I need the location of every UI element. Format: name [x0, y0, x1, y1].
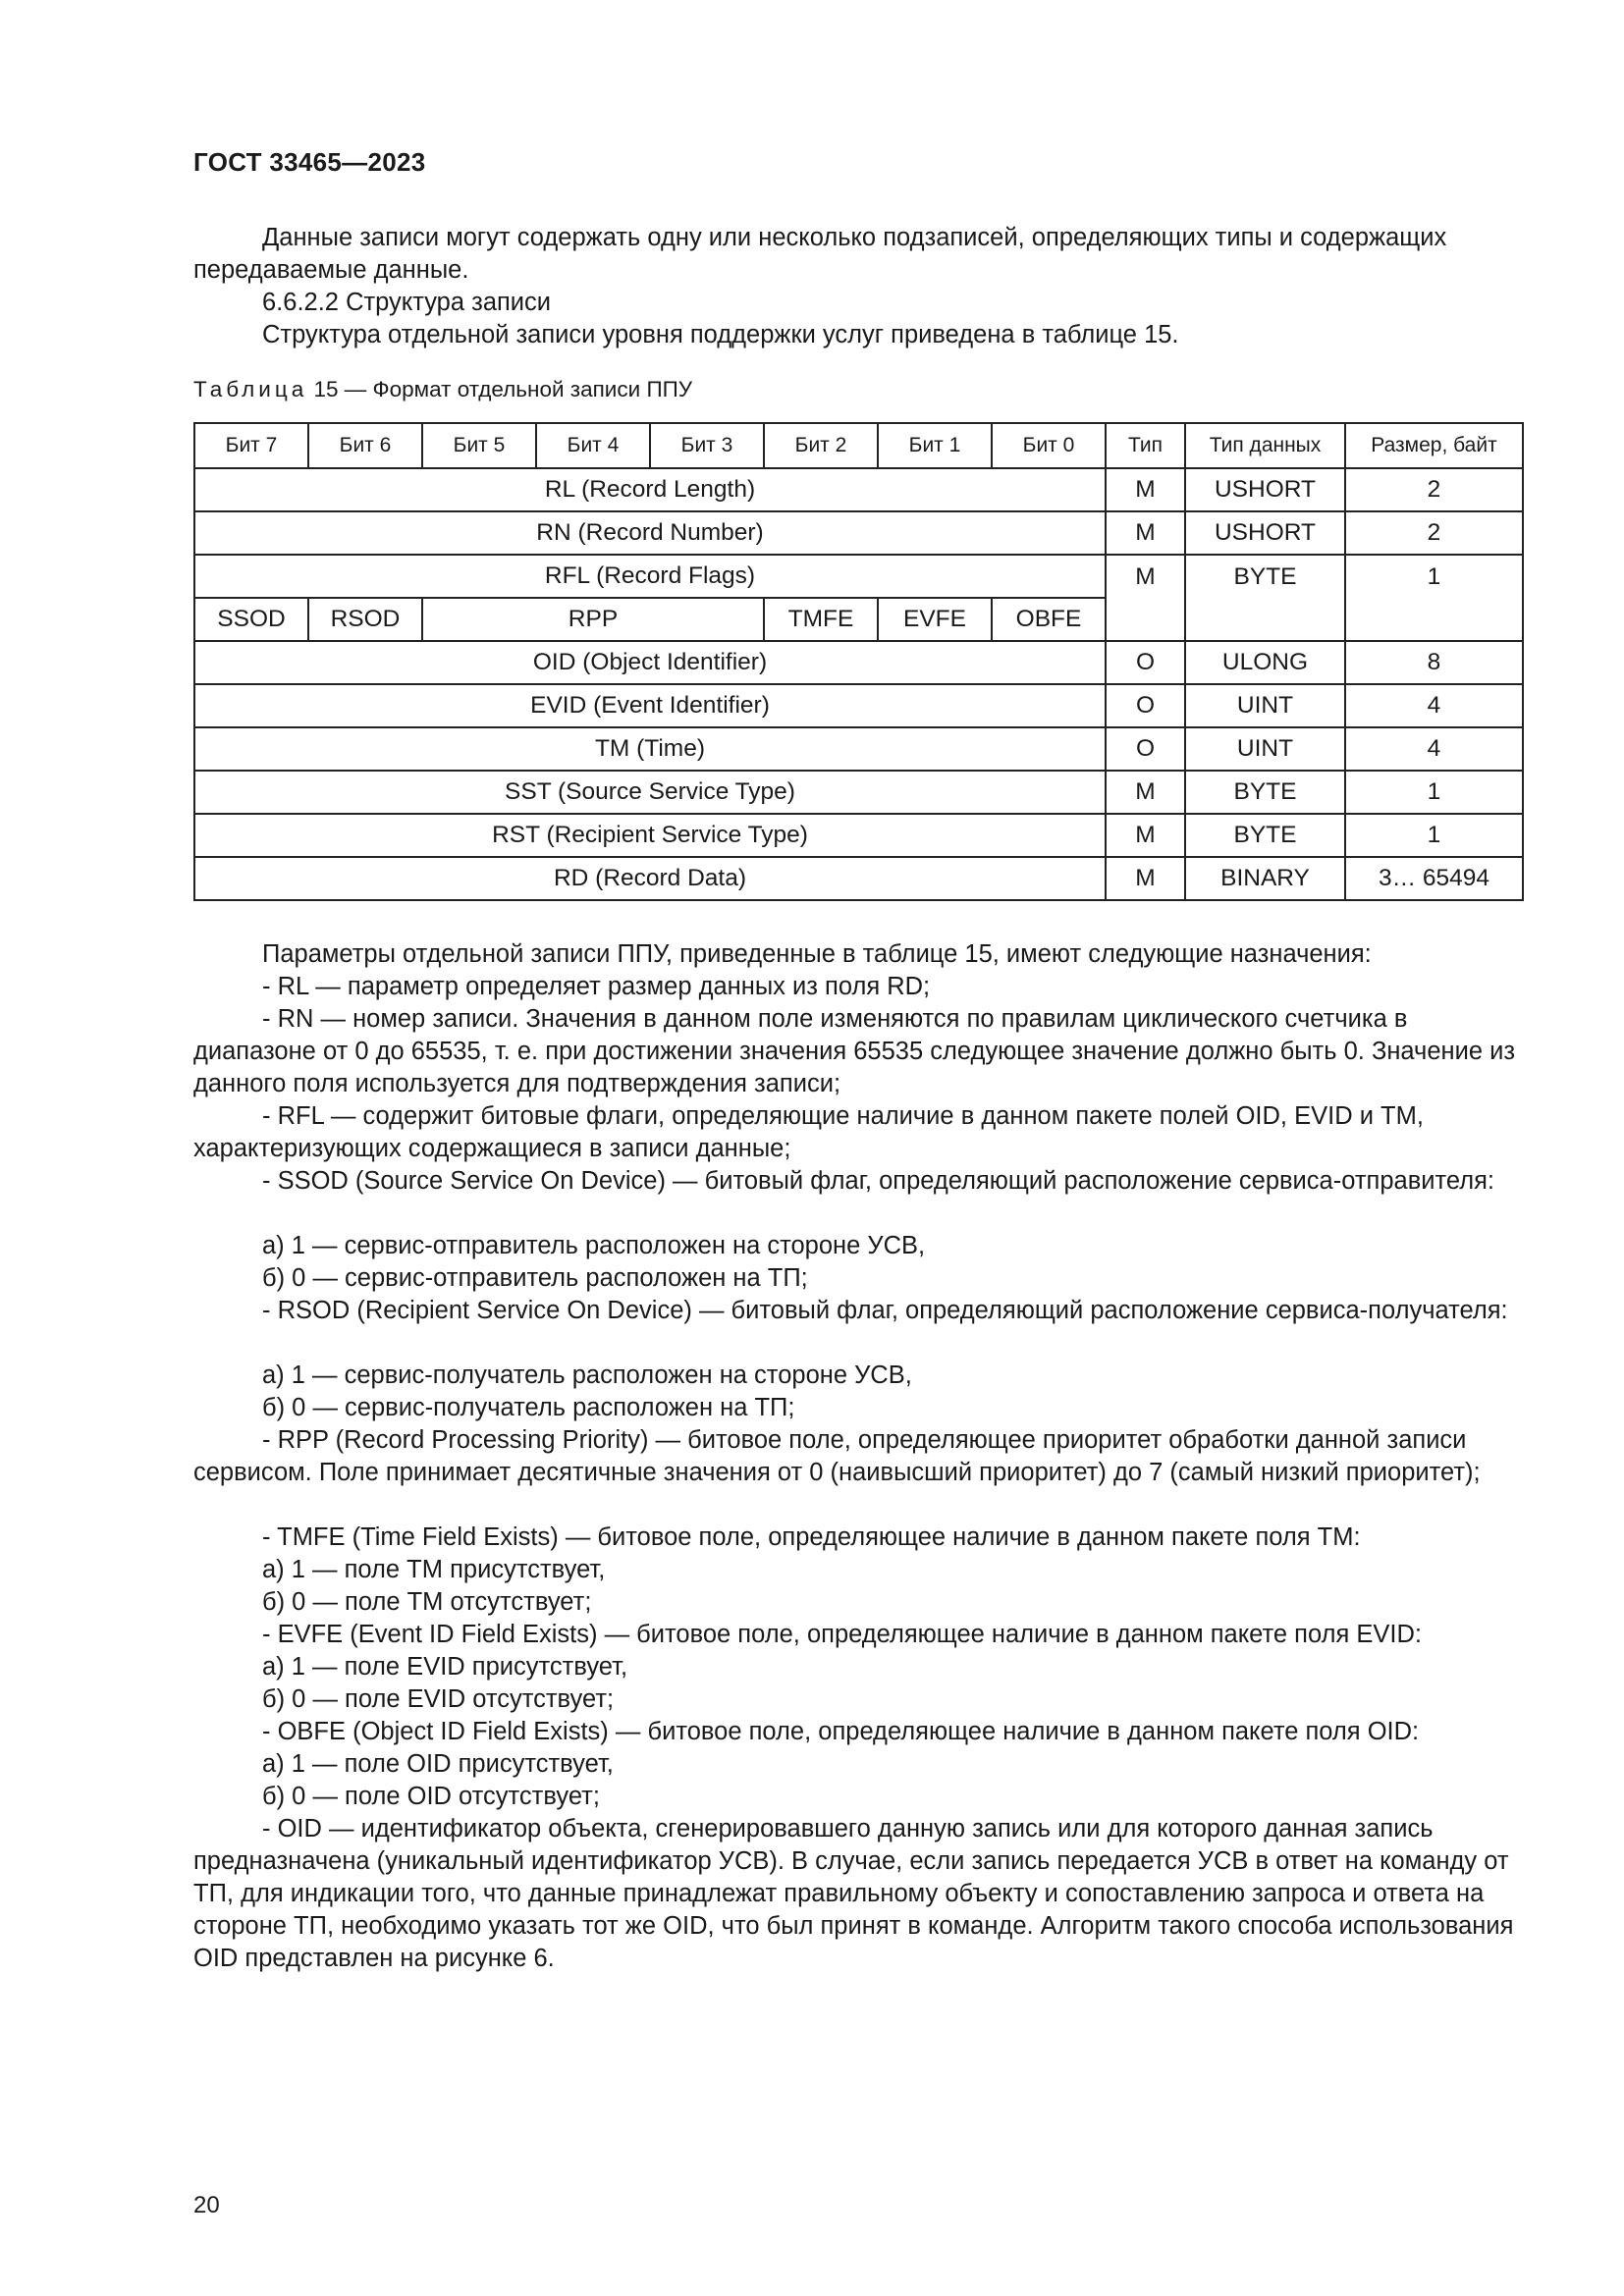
field-cell: TM (Time)	[194, 727, 1106, 771]
data-type-cell: BYTE	[1185, 771, 1345, 814]
flag-ssod-cell: SSOD	[194, 598, 308, 641]
type-cell: O	[1106, 684, 1185, 727]
table-row	[194, 857, 1523, 900]
header-bit-4: Бит 4	[536, 423, 650, 468]
field-cell: RFL (Record Flags)	[194, 555, 1106, 598]
type-cell: M	[1106, 468, 1185, 511]
field-cell: RN (Record Number)	[194, 511, 1106, 555]
field-cell: RD (Record Data)	[194, 857, 1106, 900]
param-ssod: - SSOD (Source Service On Device) — битовый флаг, определяющий расположение сервиса-отправителя:	[262, 1167, 1494, 1195]
param-oid: - OID — идентификатор объекта, сгенерировавшего данную запись или для которого данная запись предназначена (уникальный идентификатор УСВ). В случае, если запись передается УСВ в ответ на команду от ТП, для индикации того, что данные принадлежат правильному объекту и сопоставлению запроса и ответа на стороне ТП, необходимо указать тот же OID, что был принят в команде. Алгоритм такого способа использования OID представлен на рисунке 6.	[193, 1815, 1514, 1972]
record-format-table	[193, 422, 1524, 901]
header-size: Размер, байт	[1345, 423, 1523, 468]
size-cell: 1	[1345, 555, 1523, 641]
size-cell: 2	[1345, 468, 1523, 511]
type-cell: M	[1106, 771, 1185, 814]
size-cell: 4	[1345, 684, 1523, 727]
param-tmfe: - TMFE (Time Field Exists) — битовое поле, определяющее наличие в данном пакете поля TM:	[262, 1523, 1361, 1551]
header-bit-2: Бит 2	[764, 423, 878, 468]
type-cell: M	[1106, 814, 1185, 857]
header-bit-3: Бит 3	[650, 423, 764, 468]
param-evfe-b: б) 0 — поле EVID отсутствует;	[262, 1685, 615, 1713]
data-type-cell: ULONG	[1185, 641, 1345, 684]
param-ssod-a: а) 1 — сервис-отправитель расположен на стороне УСВ,	[262, 1232, 926, 1259]
table-caption-word: Таблица	[193, 377, 308, 401]
type-cell: M	[1106, 555, 1185, 641]
field-cell: EVID (Event Identifier)	[194, 684, 1106, 727]
intro-paragraph: Данные записи могут содержать одну или несколько подзаписей, определяющих типы и содержащих передаваемые данные.	[193, 224, 1447, 284]
param-rpp: - RPP (Record Processing Priority) — битовое поле, определяющее приоритет обработки данной записи сервисом. Поле принимает десятичные значения от 0 (наивысший приоритет) до 7 (самый низкий приоритет);	[193, 1426, 1481, 1486]
type-cell: O	[1106, 641, 1185, 684]
param-rfl: - RFL — содержит битовые флаги, определяющие наличие в данном пакете полей OID, EVID и TM, характеризующих содержащиеся в записи данные;	[193, 1102, 1424, 1162]
table-row	[194, 727, 1523, 771]
size-cell: 2	[1345, 511, 1523, 555]
data-type-cell: USHORT	[1185, 468, 1345, 511]
table-row	[194, 771, 1523, 814]
type-cell: O	[1106, 727, 1185, 771]
type-cell: M	[1106, 511, 1185, 555]
param-obfe-a: а) 1 — поле OID присутствует,	[262, 1750, 614, 1778]
header-type: Тип	[1106, 423, 1185, 468]
data-type-cell: UINT	[1185, 727, 1345, 771]
table-row	[194, 511, 1523, 555]
table-reference-paragraph: Структура отдельной записи уровня поддержки услуг приведена в таблице 15.	[262, 321, 1179, 348]
size-cell: 1	[1345, 771, 1523, 814]
data-type-cell: BINARY	[1185, 857, 1345, 900]
data-type-cell: UINT	[1185, 684, 1345, 727]
data-type-cell: BYTE	[1185, 814, 1345, 857]
param-obfe-b: б) 0 — поле OID отсутствует;	[262, 1783, 600, 1810]
header-bit-5: Бит 5	[422, 423, 536, 468]
table-caption	[193, 377, 692, 402]
table-row	[194, 814, 1523, 857]
param-rl: - RL — параметр определяет размер данных из поля RD;	[262, 973, 931, 1000]
param-tmfe-a: а) 1 — поле TM присутствует,	[262, 1556, 606, 1583]
flag-rpp-cell: RPP	[422, 598, 764, 641]
flag-evfe-cell: EVFE	[878, 598, 992, 641]
data-type-cell: USHORT	[1185, 511, 1345, 555]
flag-tmfe-cell: TMFE	[764, 598, 878, 641]
size-cell: 3… 65494	[1345, 857, 1523, 900]
flag-rsod-cell: RSOD	[308, 598, 422, 641]
param-rsod-b: б) 0 — сервис-получатель расположен на ТП;	[262, 1394, 795, 1421]
table-row	[194, 684, 1523, 727]
param-evfe: - EVFE (Event ID Field Exists) — битовое поле, определяющее наличие в данном пакете поля EVID:	[262, 1621, 1422, 1648]
table-row	[194, 641, 1523, 684]
param-evfe-a: а) 1 — поле EVID присутствует,	[262, 1653, 628, 1681]
size-cell: 8	[1345, 641, 1523, 684]
section-heading: 6.6.2.2 Структура записи	[262, 289, 552, 316]
size-cell: 1	[1345, 814, 1523, 857]
table-header-row	[194, 423, 1523, 468]
header-bit-6: Бит 6	[308, 423, 422, 468]
field-cell: SST (Source Service Type)	[194, 771, 1106, 814]
field-cell: RST (Recipient Service Type)	[194, 814, 1106, 857]
param-rn: - RN — номер записи. Значения в данном поле изменяются по правилам циклического счетчика в диапазоне от 0 до 65535, т. е. при достижении значения 65535 следующее значение должно быть 0. Значение из данного поля используется для подтверждения записи;	[193, 1005, 1516, 1097]
data-type-cell: BYTE	[1185, 555, 1345, 641]
header-bit-1: Бит 1	[878, 423, 992, 468]
document-code: ГОСТ 33465—2023	[193, 147, 426, 177]
field-cell: RL (Record Length)	[194, 468, 1106, 511]
type-cell: M	[1106, 857, 1185, 900]
page-number: 20	[193, 2192, 220, 2218]
field-cell: OID (Object Identifier)	[194, 641, 1106, 684]
param-tmfe-b: б) 0 — поле TM отсутствует;	[262, 1588, 592, 1616]
size-cell: 4	[1345, 727, 1523, 771]
flag-obfe-cell: OBFE	[992, 598, 1106, 641]
table-row	[194, 468, 1523, 511]
header-bit-7: Бит 7	[194, 423, 308, 468]
parameters-intro: Параметры отдельной записи ППУ, приведенные в таблице 15, имеют следующие назначения:	[262, 940, 1372, 968]
param-rsod-a: а) 1 — сервис-получатель расположен на стороне УСВ,	[262, 1362, 912, 1389]
header-bit-0: Бит 0	[992, 423, 1106, 468]
param-ssod-b: б) 0 — сервис-отправитель расположен на ТП;	[262, 1264, 808, 1292]
header-data-type: Тип данных	[1185, 423, 1345, 468]
param-obfe: - OBFE (Object ID Field Exists) — битовое поле, определяющее наличие в данном пакете поля OID:	[262, 1718, 1420, 1745]
table-caption-text: 15 — Формат отдельной записи ППУ	[313, 377, 693, 401]
param-rsod: - RSOD (Recipient Service On Device) — битовый флаг, определяющий расположение сервиса-получателя:	[262, 1297, 1508, 1324]
table-row	[194, 555, 1523, 598]
